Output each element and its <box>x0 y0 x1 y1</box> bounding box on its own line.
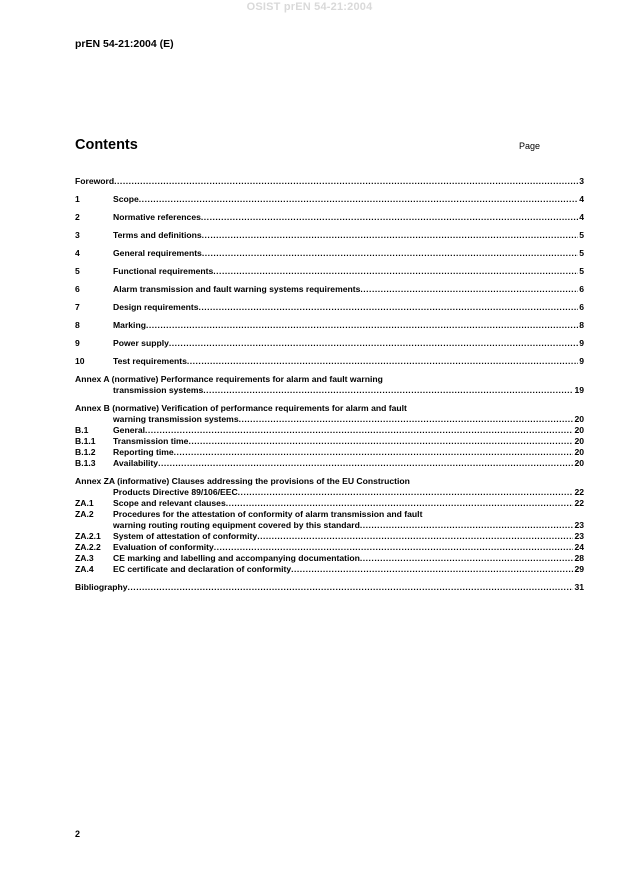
toc-entry-number: 1 <box>75 194 80 204</box>
toc-subentry[interactable] <box>75 564 584 575</box>
toc-subentry[interactable] <box>75 542 584 553</box>
toc-entry-number: ZA.2.1 <box>75 531 101 541</box>
table-of-contents <box>75 176 584 593</box>
toc-entry[interactable] <box>75 302 584 313</box>
toc-entry-title: Marking <box>113 320 146 330</box>
toc-entry-title: Power supply <box>113 338 169 348</box>
toc-entry-page: 3 <box>579 176 584 186</box>
toc-entry-page: 5 <box>579 230 584 240</box>
toc-entry[interactable] <box>75 338 584 349</box>
contents-title: Contents <box>75 137 138 153</box>
toc-entry-title: General <box>113 425 146 435</box>
toc-entry-page: 6 <box>579 284 584 294</box>
toc-subentry[interactable] <box>75 509 584 520</box>
toc-entry[interactable] <box>75 284 584 295</box>
dot-leader <box>360 520 574 531</box>
toc-entry-page: 28 <box>574 553 584 563</box>
toc-entry-title: warning transmission systems <box>113 414 239 424</box>
toc-entry-number: B.1.1 <box>75 436 96 446</box>
toc-entry-number: 3 <box>75 230 80 240</box>
toc-entry-title: CE marking and labelling and accompanying documentation <box>113 553 360 563</box>
toc-entry-number: 9 <box>75 338 80 348</box>
toc-entry-page: 31 <box>574 582 584 592</box>
toc-entry-title: warning routing routing equipment covered by this standard <box>113 520 360 530</box>
dot-leader <box>188 436 573 447</box>
toc-subentry-continuation[interactable] <box>75 520 584 531</box>
dot-leader <box>214 542 574 553</box>
toc-entry-page: 19 <box>574 385 584 395</box>
toc-entry-page: 4 <box>579 194 584 204</box>
dot-leader <box>291 564 573 575</box>
dot-leader <box>201 212 578 223</box>
annex-heading: Annex A (normative) Performance requirements for alarm and fault warning <box>75 374 383 384</box>
toc-subentry[interactable] <box>75 498 584 509</box>
toc-entry-number: ZA.2.2 <box>75 542 101 552</box>
toc-entry[interactable] <box>75 230 584 241</box>
toc-entry-bibliography[interactable] <box>75 582 584 593</box>
toc-entry[interactable] <box>75 320 584 331</box>
watermark: OSIST prEN 54-21:2004 <box>246 1 373 13</box>
dot-leader <box>202 248 578 259</box>
toc-entry-title: System of attestation of conformity <box>113 531 258 541</box>
toc-entry-page: 4 <box>579 212 584 222</box>
toc-entry-title: Evaluation of conformity <box>113 542 214 552</box>
dot-leader <box>257 531 573 542</box>
dot-leader <box>139 194 578 205</box>
toc-entry-number: 2 <box>75 212 80 222</box>
toc-entry-title: Bibliography <box>75 582 128 592</box>
toc-entry-number: ZA.4 <box>75 564 94 574</box>
toc-entry-title: General requirements <box>113 248 202 258</box>
toc-entry-page: 24 <box>574 542 584 552</box>
dot-leader <box>202 230 579 241</box>
toc-entry-page: 22 <box>574 498 584 508</box>
dot-leader <box>226 498 574 509</box>
dot-leader <box>114 176 578 187</box>
toc-entry-number: ZA.1 <box>75 498 94 508</box>
toc-entry[interactable] <box>75 194 584 205</box>
toc-entry-number: B.1.2 <box>75 447 96 457</box>
toc-entry-page: 5 <box>579 266 584 276</box>
dot-leader <box>239 414 574 425</box>
dot-leader <box>360 553 574 564</box>
toc-subentry[interactable] <box>75 458 584 469</box>
dot-leader <box>187 356 578 367</box>
document-id: prEN 54-21:2004 (E) <box>75 38 174 50</box>
toc-entry-number: 5 <box>75 266 80 276</box>
toc-entry-title: Scope and relevant clauses <box>113 498 226 508</box>
page-number: 2 <box>75 829 81 839</box>
toc-entry-foreword[interactable] <box>75 176 584 187</box>
toc-entry[interactable] <box>75 266 584 277</box>
toc-entry-page: 29 <box>574 564 584 574</box>
toc-entry[interactable] <box>75 248 584 259</box>
toc-annex-b[interactable] <box>75 403 584 469</box>
toc-subentry[interactable] <box>75 447 584 458</box>
toc-entry-title: Functional requirements <box>113 266 214 276</box>
toc-entry-page: 23 <box>574 531 584 541</box>
toc-entry-page: 8 <box>579 320 584 330</box>
toc-subentry[interactable] <box>75 553 584 564</box>
toc-entry-page: 6 <box>579 302 584 312</box>
toc-entry-number: B.1 <box>75 425 89 435</box>
toc-entry-title: EC certificate and declaration of conformity <box>113 564 292 574</box>
dot-leader <box>146 320 578 331</box>
dot-leader <box>213 266 578 277</box>
toc-subentry[interactable] <box>75 436 584 447</box>
dot-leader <box>360 284 578 295</box>
toc-entry-title: Terms and definitions <box>113 230 202 240</box>
toc-entry-page: 22 <box>574 487 584 497</box>
toc-entry-number: 7 <box>75 302 80 312</box>
toc-entry[interactable] <box>75 212 584 223</box>
toc-entry-page: 20 <box>574 425 584 435</box>
toc-entry-page: 20 <box>574 458 584 468</box>
toc-entry-page: 5 <box>579 248 584 258</box>
dot-leader <box>128 582 574 593</box>
annex-heading: Annex B (normative) Verification of performance requirements for alarm and fault <box>75 403 407 413</box>
toc-entry-title: transmission systems <box>113 385 204 395</box>
dot-leader <box>238 487 574 498</box>
toc-entry-title: Products Directive 89/106/EEC <box>113 487 238 497</box>
toc-entry-number: B.1.3 <box>75 458 96 468</box>
toc-entry-page: 9 <box>579 338 584 348</box>
toc-subentry[interactable] <box>75 531 584 542</box>
toc-entry-page: 20 <box>574 414 584 424</box>
toc-entry-title: Scope <box>113 194 139 204</box>
dot-leader <box>158 458 573 469</box>
toc-entry-title: Alarm transmission and fault warning systems requirements <box>113 284 361 294</box>
toc-entry-page: 9 <box>579 356 584 366</box>
dot-leader <box>174 447 574 458</box>
toc-annex-za[interactable] <box>75 476 584 575</box>
toc-entry-number: 6 <box>75 284 80 294</box>
toc-entry-title: Normative references <box>113 212 201 222</box>
toc-entry-number: ZA.2 <box>75 509 94 519</box>
toc-entry-title: Availability <box>113 458 159 468</box>
toc-entry-title: Transmission time <box>113 436 189 446</box>
toc-entry-number: ZA.3 <box>75 553 94 563</box>
dot-leader <box>145 425 573 436</box>
toc-subentry[interactable] <box>75 425 584 436</box>
toc-entry-title: Foreword <box>75 176 115 186</box>
page-column-label: Page <box>519 141 541 151</box>
toc-entry-title: Reporting time <box>113 447 174 457</box>
dot-leader <box>198 302 578 313</box>
dot-leader <box>203 385 573 396</box>
toc-entry-number: 4 <box>75 248 80 258</box>
toc-entry-number: 8 <box>75 320 80 330</box>
toc-entry-page: 20 <box>574 447 584 457</box>
dot-leader <box>169 338 578 349</box>
toc-entry-title: Procedures for the attestation of conformity of alarm transmission and fault <box>113 509 423 519</box>
toc-entry-number: 10 <box>75 356 85 366</box>
toc-entry[interactable] <box>75 356 584 367</box>
toc-entry-title: Test requirements <box>113 356 187 366</box>
toc-entry-page: 20 <box>574 436 584 446</box>
toc-entry-page: 23 <box>574 520 584 530</box>
toc-entry-title: Design requirements <box>113 302 199 312</box>
toc-annex-a[interactable] <box>75 374 584 396</box>
annex-heading: Annex ZA (informative) Clauses addressing the provisions of the EU Construction <box>75 476 410 486</box>
